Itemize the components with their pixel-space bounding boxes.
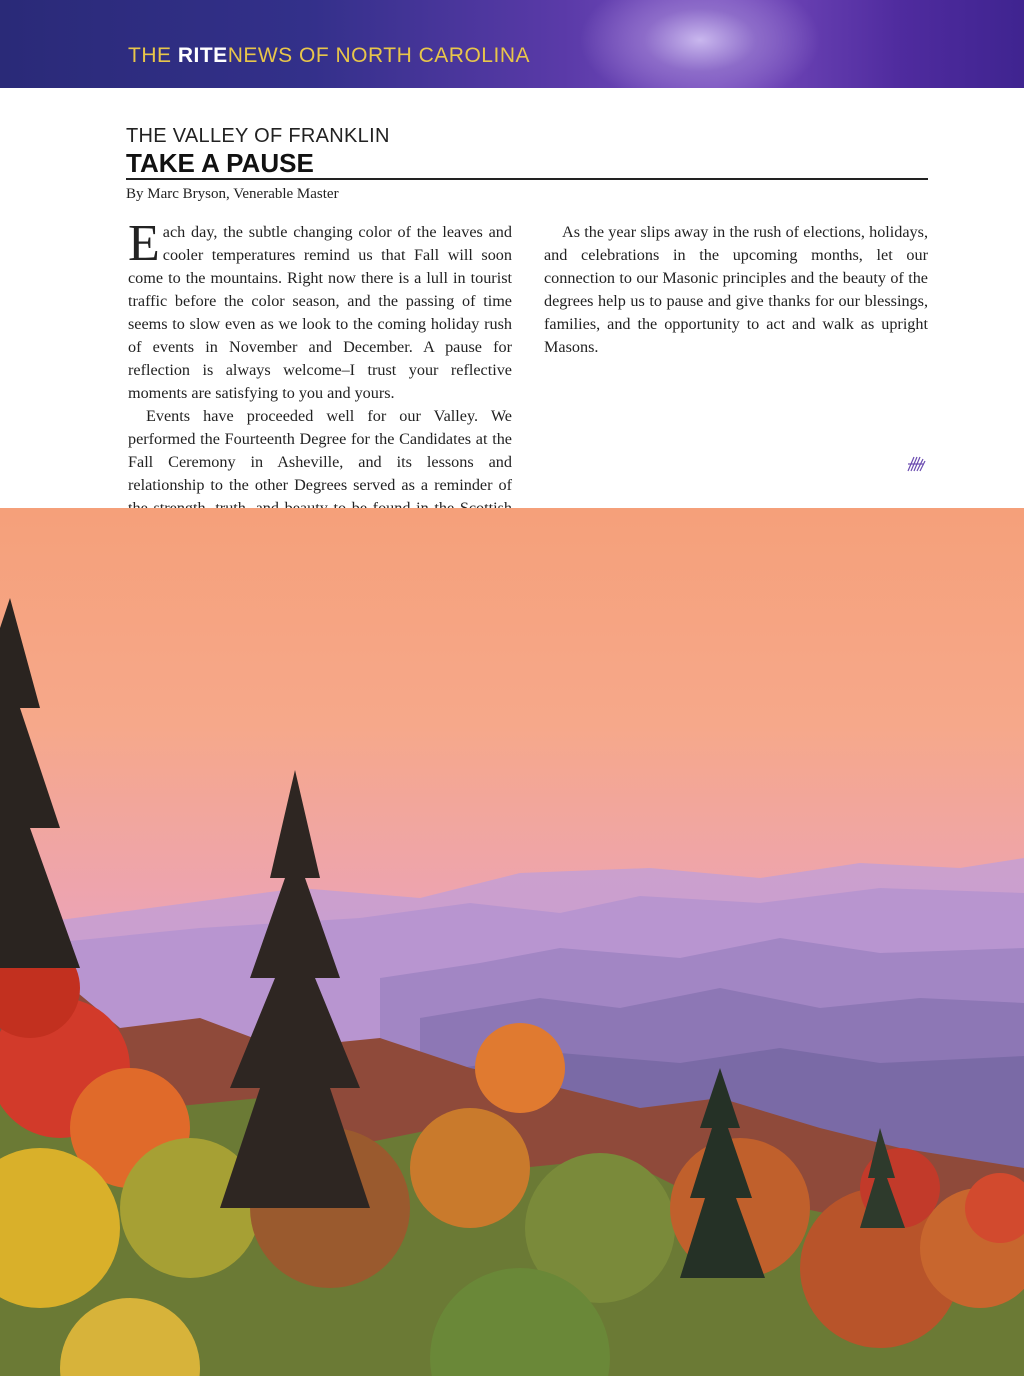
paragraph-3: As the year slips away in the rush of elections, holidays, and celebrations in the upcoming months, let our connection to our Masonic principles and the beauty of the degrees help us to pause and give thanks for our blessings, families, and the opportunity to act and walk as upright Masons. (544, 223, 928, 356)
masthead-banner (0, 0, 1024, 88)
headline-rule (126, 178, 928, 180)
title-bold: RITE (177, 44, 228, 67)
article-headline: TAKE A PAUSE (126, 148, 314, 178)
title-prefix: THE (128, 44, 178, 67)
title-suffix: NEWS OF NORTH CAROLINA (227, 44, 530, 67)
article-header (126, 124, 928, 204)
article-kicker: THE VALLEY OF FRANKLIN (126, 125, 390, 147)
scottish-rite-end-mark-icon (906, 455, 928, 478)
paragraph-1-text: ach day, the subtle changing color of the leaves and cooler temperatures remind us that Fall will soon come to the mountains. Right now there is a lull in tourist traffic before the color season, and the passing of time seems to slow even as we look to the coming holiday rush of events in November and December. A pause for reflection is always welcome–I trust your reflective moments are satisfying to you and yours. (128, 223, 512, 402)
publication-title (128, 44, 530, 68)
article-byline: By Marc Bryson, Venerable Master (126, 186, 339, 202)
article-column-right (544, 221, 928, 359)
autumn-mountain-photo (0, 508, 1024, 1376)
paragraph-2-text: Events have proceeded well for our Valley. We performed the Fourteenth Degree for the Candidates at the Fall Ceremony in Asheville, and its lessons and relationship to the other Degrees served as a reminder of (128, 407, 512, 494)
drop-cap: E (128, 215, 160, 272)
paragraph-1 (128, 215, 512, 405)
